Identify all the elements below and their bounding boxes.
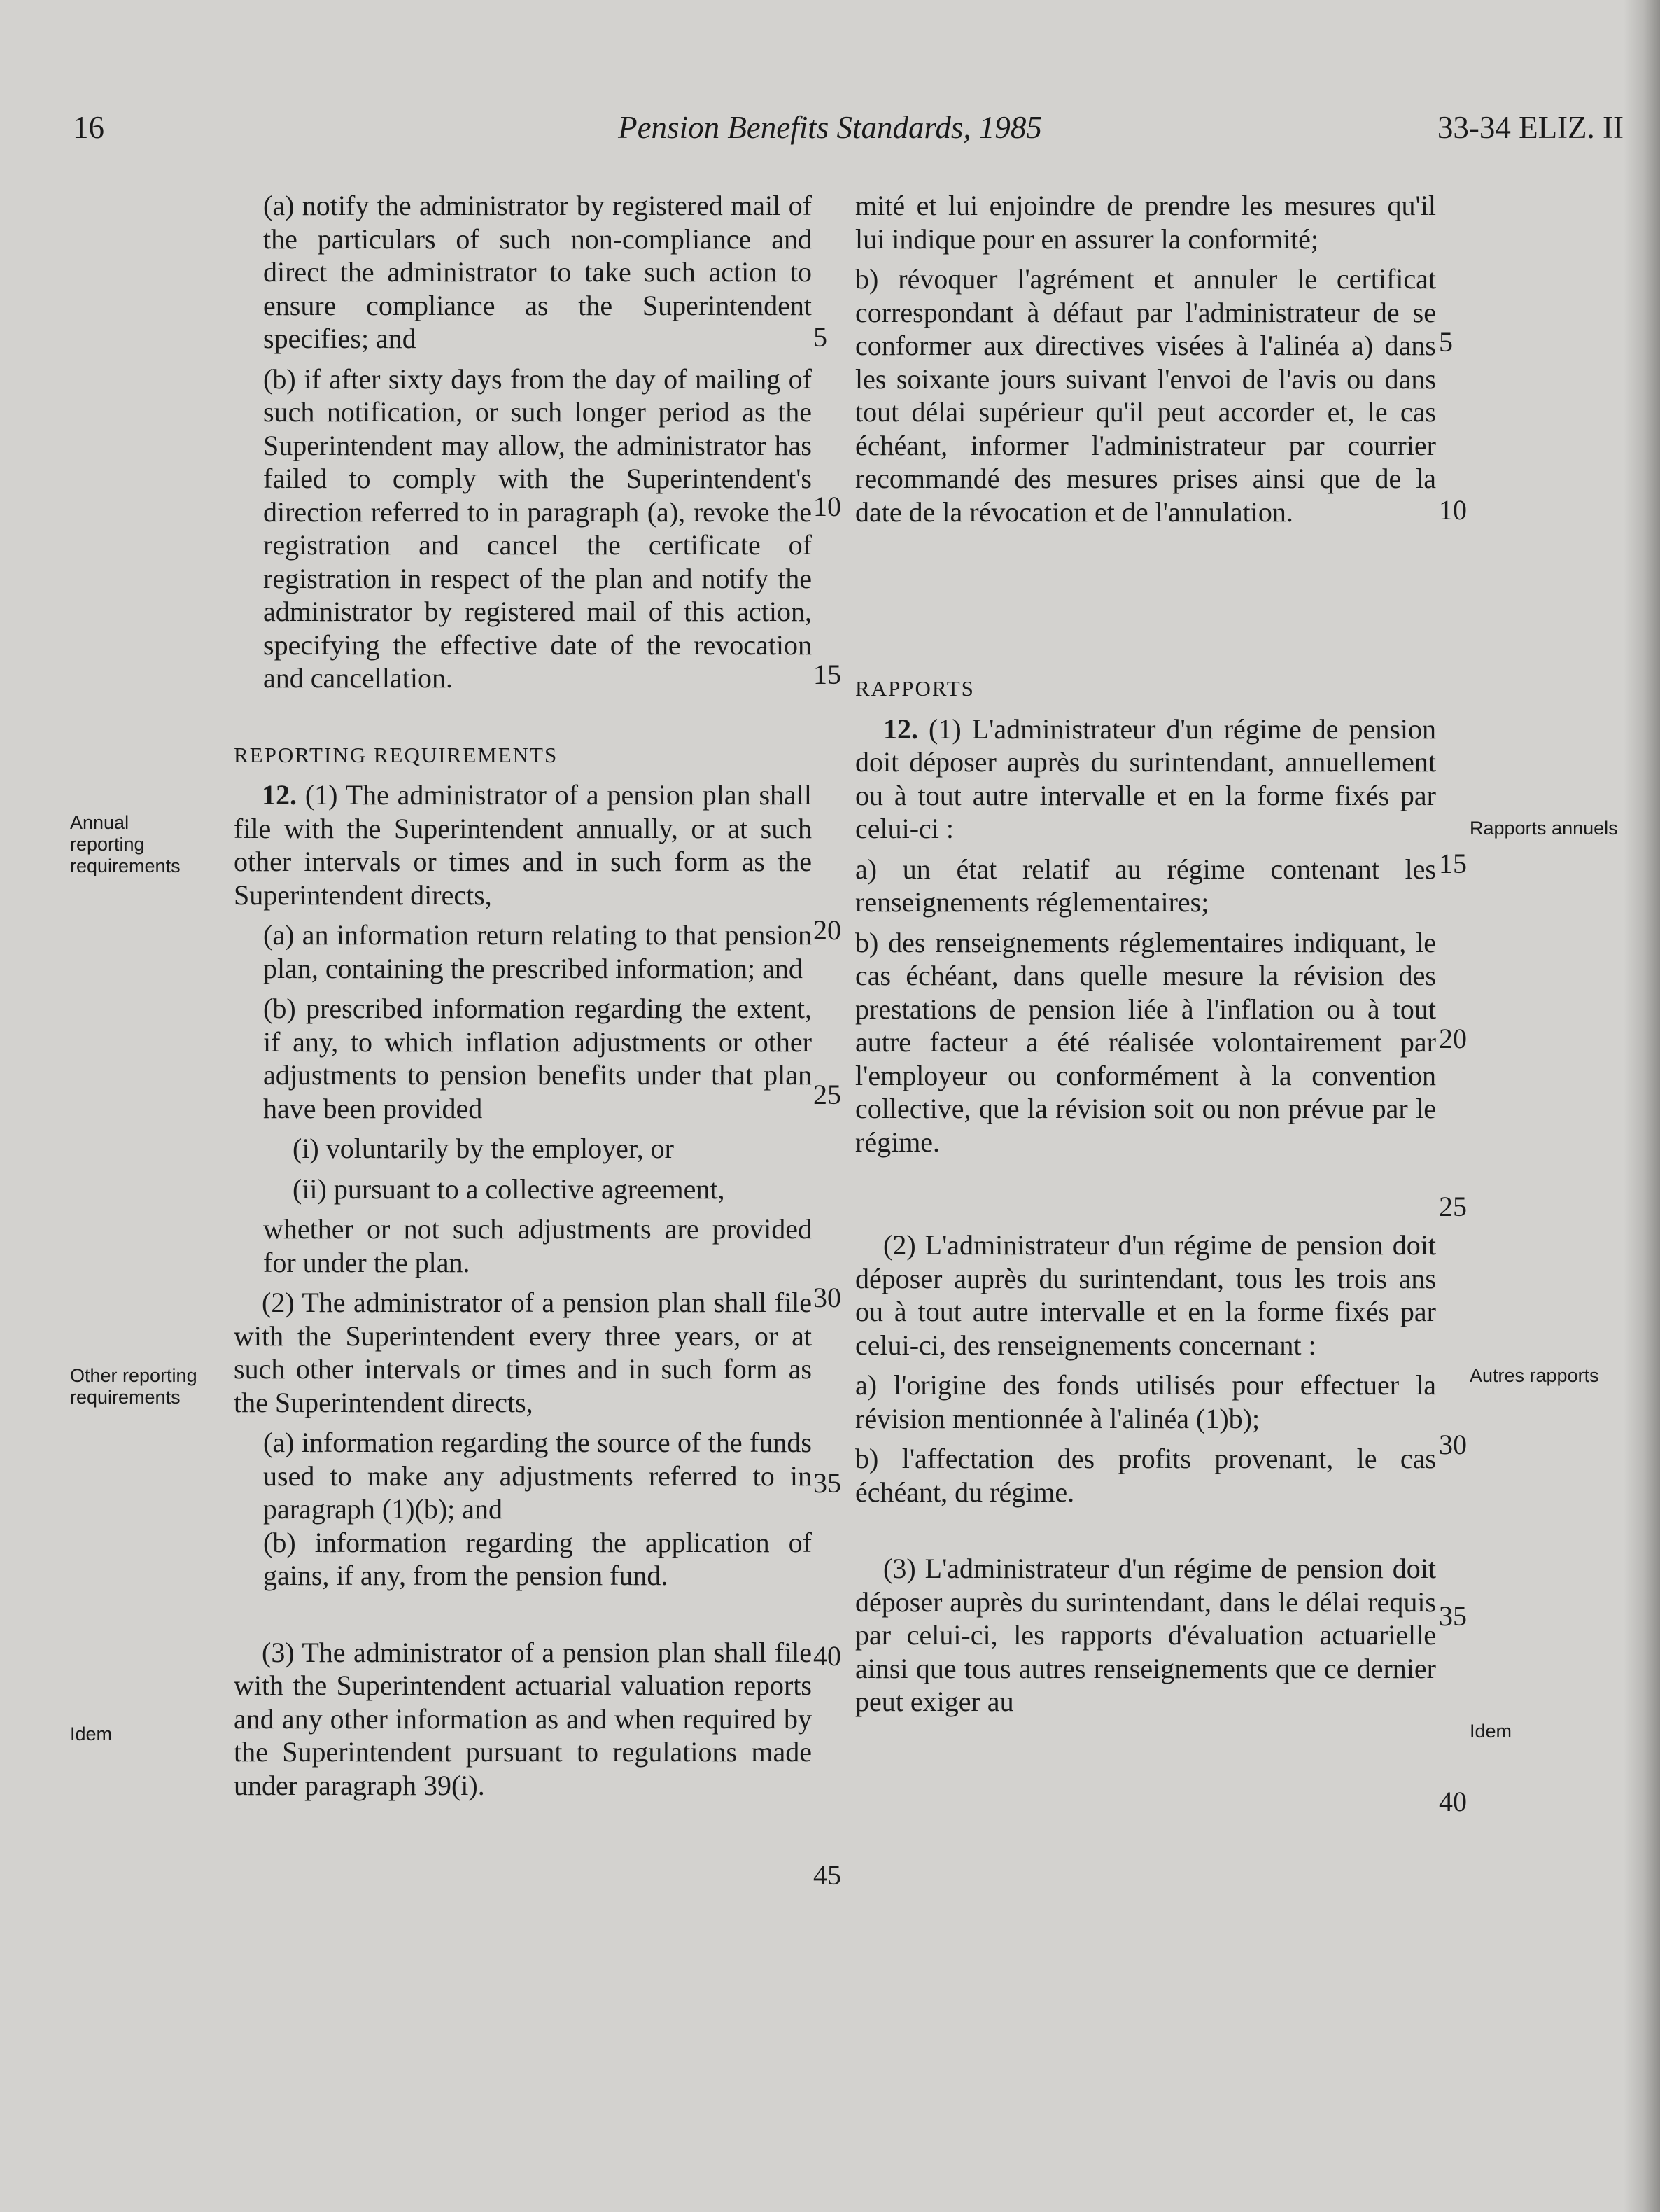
fr-section-number: 12. bbox=[883, 713, 918, 745]
fr-line-number: 30 bbox=[1439, 1429, 1467, 1460]
fr-line-number: 40 bbox=[1439, 1786, 1467, 1817]
en-s12-2 bbox=[234, 1286, 812, 1419]
fr-s12-1b: b) des renseignements réglementaires indiquant, le cas échéant, dans quelle mesure la révision des prestations de pension liée à l'inflation ou à tout autre facteur a été réalisée volontairement par l'employeur ou conformément à la convention collective, que la révision soit ou non prévue par le régime. bbox=[855, 926, 1436, 1158]
en-heading: REPORTING REQUIREMENTS bbox=[234, 742, 558, 767]
en-line-number: 30 bbox=[813, 1282, 841, 1313]
en-s12-1-text: (1) The administrator of a pension plan shall file with the Superintendent annually, or at such other intervals or times and in such form as the Superintendent directs, bbox=[234, 779, 813, 911]
fr-line-number: 15 bbox=[1439, 848, 1467, 879]
fr-margin-note-other: Autres rapports bbox=[1470, 1365, 1599, 1386]
en-line-number: 5 bbox=[813, 321, 827, 353]
en-line-number: 10 bbox=[813, 491, 841, 522]
en-s12-2a: (a) information regarding the source of the funds used to make any adjustments referred to in paragraph (1)(b); and bbox=[263, 1427, 812, 1525]
fr-line-number: 35 bbox=[1439, 1600, 1467, 1632]
en-line-number: 15 bbox=[813, 659, 841, 690]
french-column bbox=[855, 189, 1436, 1718]
en-line-number: 20 bbox=[813, 914, 841, 946]
fr-heading: RAPPORTS bbox=[855, 676, 975, 701]
page-edge-shadow bbox=[1624, 0, 1660, 2212]
fr-line-number: 25 bbox=[1439, 1191, 1467, 1222]
en-s12-1a: (a) an information return relating to that pension plan, containing the prescribed information; and bbox=[263, 919, 812, 984]
en-margin-note-other: Other reporting requirements bbox=[70, 1365, 197, 1408]
fr-line-number: 20 bbox=[1439, 1023, 1467, 1054]
fr-s12-2-text: (2) L'administrateur d'un régime de pension doit déposer auprès du surintendant, tous les trois ans ou à tout autre intervalle et en la forme fixés par celui-ci, des renseignements concernant : bbox=[855, 1229, 1436, 1361]
en-s12-1b-tail: whether or not such adjustments are provided for under the plan. bbox=[263, 1213, 812, 1278]
en-s12-1b-i: (i) voluntarily by the employer, or bbox=[293, 1133, 674, 1164]
en-line-number: 45 bbox=[813, 1859, 841, 1891]
page-number: 16 bbox=[73, 110, 104, 145]
regnal-year: 33-34 ELIZ. II bbox=[1437, 110, 1624, 145]
en-s12-3-text: (3) The administrator of a pension plan shall file with the Superintendent actuarial valuation reports and any other information as and when required by the Superintendent pursuant to regulations made under paragraph 39(i). bbox=[234, 1636, 812, 1801]
fr-margin-note-idem: Idem bbox=[1470, 1721, 1512, 1742]
fr-para-b: b) révoquer l'agrément et annuler le certificat correspondant à défaut par l'administrateur de se conformer aux directives visées à l'alinéa a) dans les soixante jours suivant l'envoi de l'avis ou dans tout délai supérieur qu'il peut accorder et, le cas échéant, informer l'administrateur par courrier recommandé des mesures prises ainsi que de la date de la révocation et de l'annulation. bbox=[855, 263, 1436, 528]
fr-line-number: 10 bbox=[1439, 494, 1467, 526]
en-para-a: (a) notify the administrator by registered mail of the particulars of such non-compliance and direct the administrator to take such action to ensure compliance as the Superintendent specifies; and bbox=[263, 190, 812, 354]
fr-s12-3 bbox=[855, 1552, 1436, 1718]
en-s12-1b-ii: (ii) pursuant to a collective agreement, bbox=[293, 1172, 725, 1205]
english-column bbox=[234, 189, 812, 1802]
en-s12-2b: (b) information regarding the application of gains, if any, from the pension fund. bbox=[263, 1526, 812, 1591]
fr-s12-1-text: (1) L'administrateur d'un régime de pension doit déposer auprès du surintendant, annuellement ou à tout autre intervalle et en la forme fixés par celui-ci : bbox=[855, 713, 1437, 844]
en-section-number: 12. bbox=[262, 779, 297, 811]
fr-line-number: 5 bbox=[1439, 326, 1453, 358]
en-line-number: 40 bbox=[813, 1640, 841, 1672]
en-s12-1 bbox=[234, 778, 812, 911]
en-s12-1b: (b) prescribed information regarding the extent, if any, to which inflation adjustments or other adjustments to pension benefits under that plan have been provided bbox=[263, 993, 812, 1124]
fr-s12-1 bbox=[855, 713, 1436, 846]
fr-s12-2 bbox=[855, 1228, 1436, 1362]
fr-s12-3-text: (3) L'administrateur d'un régime de pension doit déposer auprès du surintendant, dans le délai requis par celui-ci, les rapports d'évaluation actuarielle ainsi que tous autres renseignements que ce dernier peut exiger au bbox=[855, 1553, 1436, 1717]
fr-para-a-tail: mité et lui enjoindre de prendre les mesures qu'il lui indique pour en assurer la conformité; bbox=[855, 190, 1436, 255]
fr-s12-2a: a) l'origine des fonds utilisés pour effectuer la révision mentionnée à l'alinéa (1)b); bbox=[855, 1369, 1436, 1434]
en-s12-3 bbox=[234, 1636, 812, 1802]
page-title: Pension Benefits Standards, 1985 bbox=[618, 110, 1042, 145]
en-line-number: 35 bbox=[813, 1467, 841, 1499]
fr-s12-2b: b) l'affectation des profits provenant, le cas échéant, du régime. bbox=[855, 1443, 1436, 1508]
en-margin-note-idem: Idem bbox=[70, 1723, 113, 1744]
en-margin-note-annual: Annual reporting requirements bbox=[70, 812, 181, 876]
en-line-number: 25 bbox=[813, 1079, 841, 1110]
en-s12-2-text: (2) The administrator of a pension plan shall file with the Superintendent every three years, or at such other intervals or times and in such form as the Superintendent directs, bbox=[234, 1287, 812, 1418]
en-para-b: (b) if after sixty days from the day of mailing of such notification, or such longer period as the Superintendent may allow, the administrator has failed to comply with the Superintendent's direction referred to in paragraph (a), revoke the registration and cancel the certificate of registration in respect of the plan and notify the administrator by registered mail of this action, specifying the effective date of the revocation and cancellation. bbox=[263, 363, 812, 694]
fr-margin-note-annual: Rapports annuels bbox=[1470, 818, 1618, 839]
fr-s12-1a: a) un état relatif au régime contenant les renseignements réglementaires; bbox=[855, 853, 1436, 918]
